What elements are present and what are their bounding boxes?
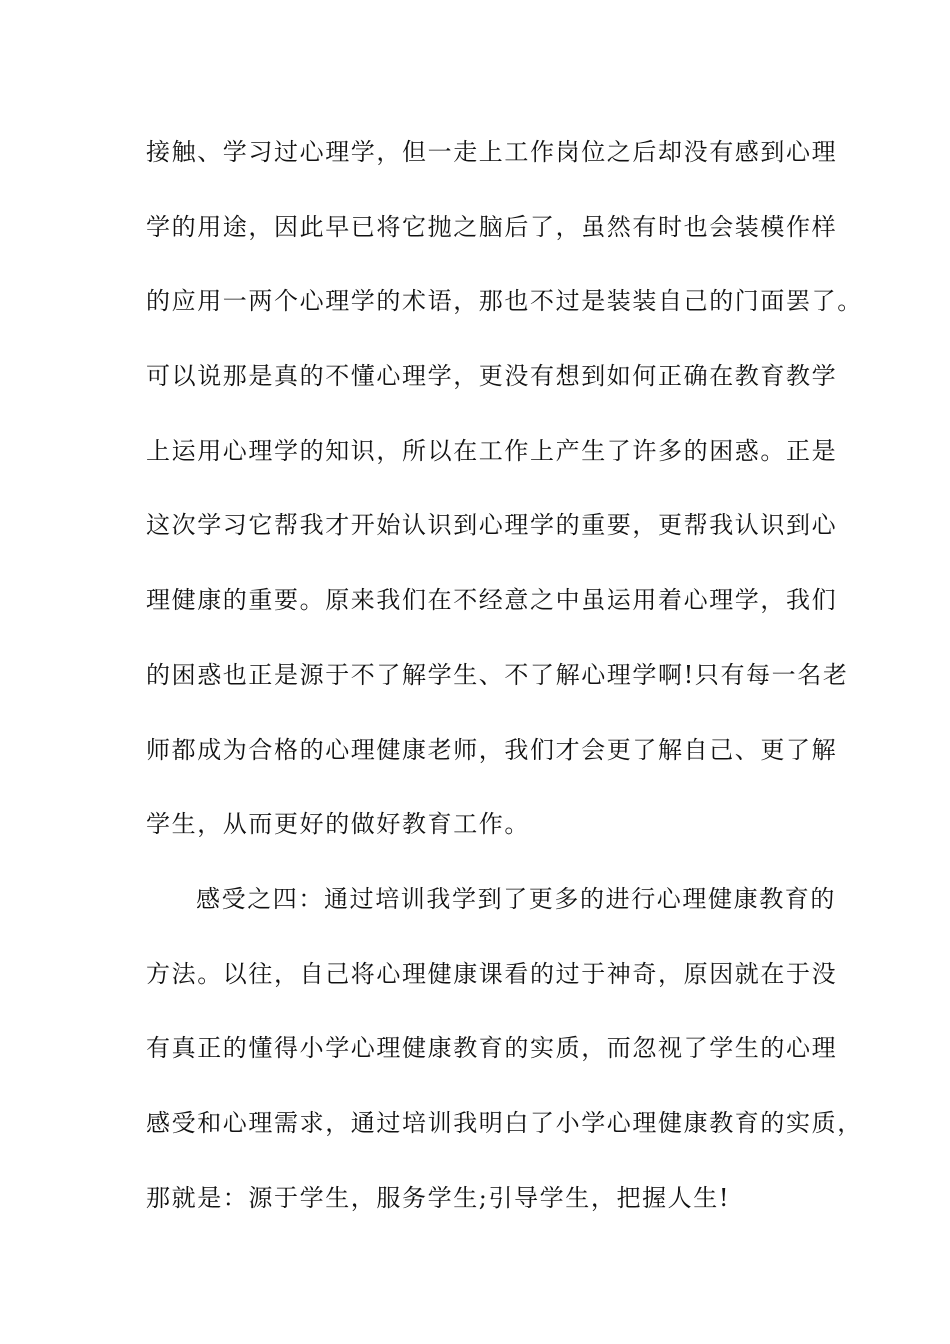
- text-line: 方法。以往，自己将心理健康课看的过于神奇，原因就在于没: [146, 959, 838, 988]
- text-line: 那就是：源于学生，服务学生;引导学生，把握人生!: [146, 1183, 731, 1212]
- body-text: [146, 128, 863, 1248]
- text-line: 这次学习它帮我才开始认识到心理学的重要，更帮我认识到心: [146, 511, 838, 540]
- text-line: 有真正的懂得小学心理健康教育的实质，而忽视了学生的心理: [146, 1034, 838, 1063]
- paragraph-start-line: 感受之四：通过培训我学到了更多的进行心理健康教育的: [196, 884, 836, 913]
- text-line: 可以说那是真的不懂心理学，更没有想到如何正确在教育教学: [146, 362, 838, 391]
- text-line: 接触、学习过心理学，但一走上工作岗位之后却没有感到心理: [146, 138, 838, 166]
- text-line: 的困惑也正是源于不了解学生、不了解心理学啊!只有每一名老: [146, 660, 849, 689]
- text-line: 感受和心理需求，通过培训我明白了小学心理健康教育的实质，: [146, 1108, 863, 1137]
- text-line: 学的用途，因此早已将它抛之脑后了，虽然有时也会装模作样: [146, 212, 838, 241]
- text-line: 理健康的重要。原来我们在不经意之中虽运用着心理学，我们: [146, 586, 838, 615]
- text-line: 师都成为合格的心理健康老师，我们才会更了解自己、更了解: [146, 735, 838, 764]
- text-line: 上运用心理学的知识，所以在工作上产生了许多的困惑。正是: [146, 436, 838, 465]
- text-line: 的应用一两个心理学的术语，那也不过是装装自己的门面罢了。: [146, 287, 863, 316]
- text-line: 学生，从而更好的做好教育工作。: [146, 810, 530, 839]
